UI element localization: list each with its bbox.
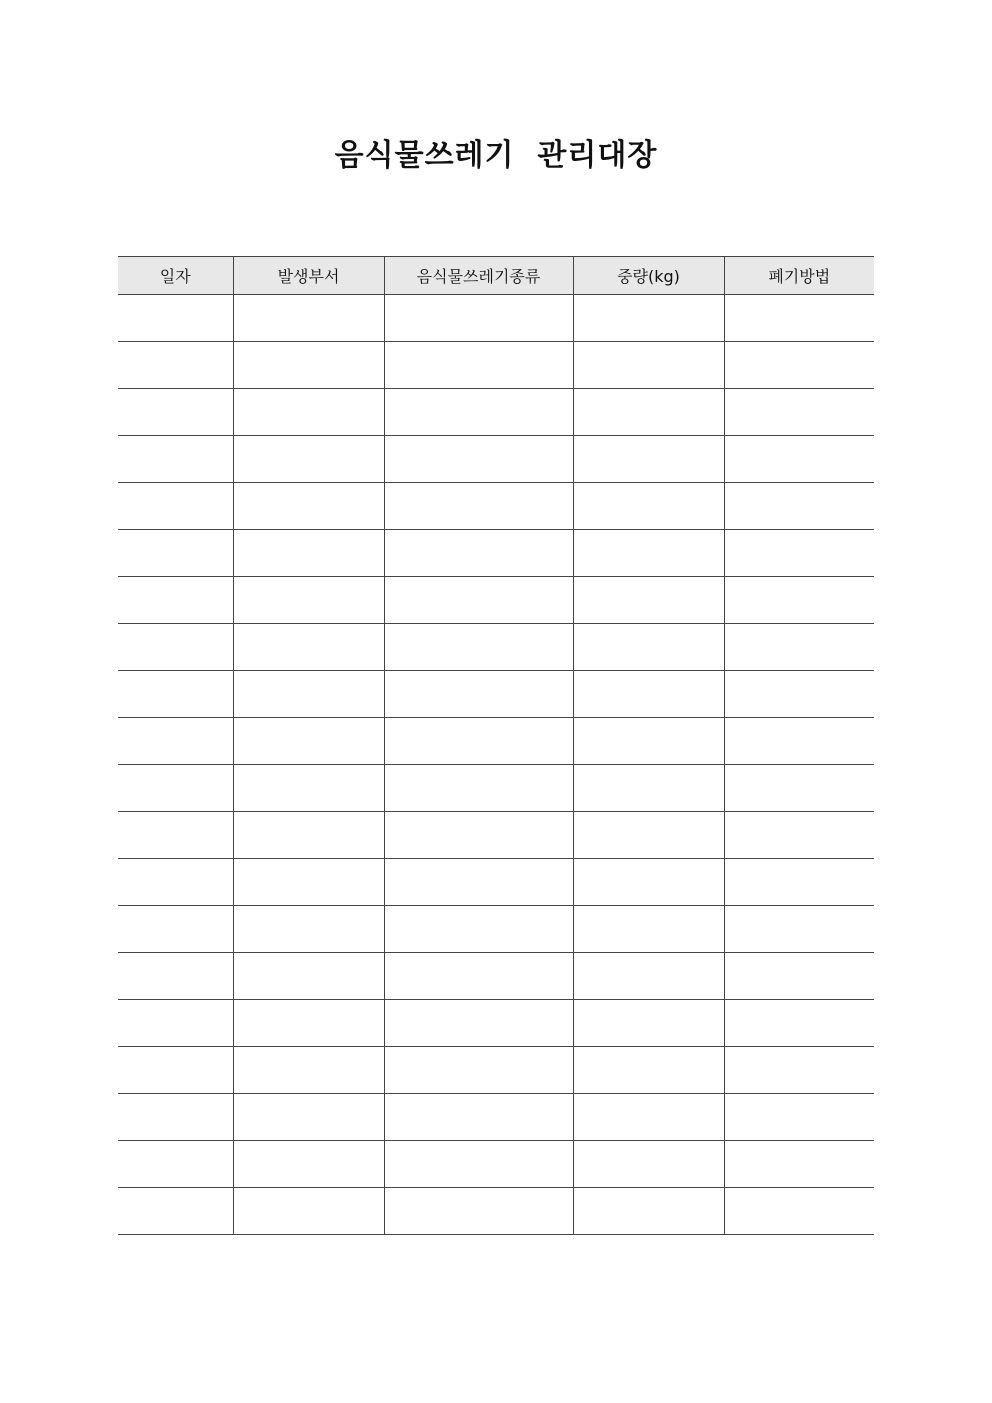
cell-disposal-method[interactable] — [724, 718, 874, 765]
cell-waste-type[interactable] — [384, 577, 573, 624]
table-row — [118, 1047, 874, 1094]
cell-waste-type[interactable] — [384, 1047, 573, 1094]
cell-department[interactable] — [233, 1094, 384, 1141]
cell-waste-type[interactable] — [384, 1141, 573, 1188]
cell-waste-type[interactable] — [384, 1094, 573, 1141]
cell-date[interactable] — [118, 342, 233, 389]
cell-department[interactable] — [233, 953, 384, 1000]
cell-disposal-method[interactable] — [724, 389, 874, 436]
column-header-date: 일자 — [118, 257, 233, 295]
cell-department[interactable] — [233, 671, 384, 718]
cell-waste-type[interactable] — [384, 342, 573, 389]
cell-department[interactable] — [233, 1141, 384, 1188]
cell-department[interactable] — [233, 1188, 384, 1235]
cell-disposal-method[interactable] — [724, 436, 874, 483]
cell-disposal-method[interactable] — [724, 530, 874, 577]
cell-disposal-method[interactable] — [724, 342, 874, 389]
cell-disposal-method[interactable] — [724, 1000, 874, 1047]
cell-department[interactable] — [233, 483, 384, 530]
cell-department[interactable] — [233, 530, 384, 577]
cell-date[interactable] — [118, 718, 233, 765]
cell-waste-type[interactable] — [384, 530, 573, 577]
table-row — [118, 436, 874, 483]
cell-department[interactable] — [233, 436, 384, 483]
cell-date[interactable] — [118, 577, 233, 624]
food-waste-ledger-table — [118, 256, 874, 1235]
cell-weight[interactable] — [573, 765, 724, 812]
cell-waste-type[interactable] — [384, 1000, 573, 1047]
table-row — [118, 1094, 874, 1141]
table-row — [118, 1000, 874, 1047]
cell-waste-type[interactable] — [384, 953, 573, 1000]
cell-weight[interactable] — [573, 812, 724, 859]
cell-date[interactable] — [118, 1188, 233, 1235]
cell-disposal-method[interactable] — [724, 953, 874, 1000]
table-row — [118, 483, 874, 530]
table-row — [118, 530, 874, 577]
cell-waste-type[interactable] — [384, 436, 573, 483]
cell-department[interactable] — [233, 1000, 384, 1047]
cell-waste-type[interactable] — [384, 765, 573, 812]
cell-date[interactable] — [118, 812, 233, 859]
cell-department[interactable] — [233, 342, 384, 389]
cell-date[interactable] — [118, 765, 233, 812]
cell-waste-type[interactable] — [384, 483, 573, 530]
cell-date[interactable] — [118, 1047, 233, 1094]
cell-weight[interactable] — [573, 906, 724, 953]
cell-weight[interactable] — [573, 342, 724, 389]
cell-weight[interactable] — [573, 1094, 724, 1141]
cell-disposal-method[interactable] — [724, 624, 874, 671]
cell-date[interactable] — [118, 624, 233, 671]
cell-date[interactable] — [118, 1000, 233, 1047]
table-row — [118, 906, 874, 953]
table-row — [118, 671, 874, 718]
cell-waste-type[interactable] — [384, 389, 573, 436]
cell-disposal-method[interactable] — [724, 1094, 874, 1141]
cell-disposal-method[interactable] — [724, 859, 874, 906]
cell-weight[interactable] — [573, 389, 724, 436]
cell-waste-type[interactable] — [384, 295, 573, 342]
cell-waste-type[interactable] — [384, 1188, 573, 1235]
cell-waste-type[interactable] — [384, 718, 573, 765]
column-header-weight: 중량(kg) — [573, 257, 724, 295]
table-row — [118, 389, 874, 436]
cell-weight[interactable] — [573, 718, 724, 765]
cell-department[interactable] — [233, 295, 384, 342]
cell-weight[interactable] — [573, 295, 724, 342]
cell-waste-type[interactable] — [384, 671, 573, 718]
table-header-row — [118, 257, 874, 295]
cell-weight[interactable] — [573, 624, 724, 671]
cell-department[interactable] — [233, 859, 384, 906]
cell-weight[interactable] — [573, 671, 724, 718]
cell-date[interactable] — [118, 389, 233, 436]
cell-disposal-method[interactable] — [724, 812, 874, 859]
cell-date[interactable] — [118, 483, 233, 530]
cell-date[interactable] — [118, 859, 233, 906]
page-title: 음식물쓰레기 관리대장 — [334, 138, 658, 173]
table-row — [118, 812, 874, 859]
table-row — [118, 1141, 874, 1188]
cell-disposal-method[interactable] — [724, 577, 874, 624]
cell-department[interactable] — [233, 812, 384, 859]
column-header-disposal-method: 폐기방법 — [724, 257, 874, 295]
cell-department[interactable] — [233, 389, 384, 436]
cell-department[interactable] — [233, 906, 384, 953]
cell-date[interactable] — [118, 295, 233, 342]
cell-department[interactable] — [233, 624, 384, 671]
cell-waste-type[interactable] — [384, 812, 573, 859]
table-row — [118, 859, 874, 906]
cell-weight[interactable] — [573, 483, 724, 530]
cell-waste-type[interactable] — [384, 624, 573, 671]
cell-weight[interactable] — [573, 1000, 724, 1047]
table-row — [118, 295, 874, 342]
column-header-waste-type: 음식물쓰레기종류 — [384, 257, 573, 295]
table-row — [118, 953, 874, 1000]
cell-waste-type[interactable] — [384, 859, 573, 906]
cell-date[interactable] — [118, 953, 233, 1000]
cell-date[interactable] — [118, 1094, 233, 1141]
table-body — [118, 295, 874, 1235]
cell-disposal-method[interactable] — [724, 1188, 874, 1235]
cell-department[interactable] — [233, 577, 384, 624]
cell-department[interactable] — [233, 1047, 384, 1094]
cell-disposal-method[interactable] — [724, 1141, 874, 1188]
cell-disposal-method[interactable] — [724, 765, 874, 812]
cell-weight[interactable] — [573, 530, 724, 577]
cell-date[interactable] — [118, 1141, 233, 1188]
cell-disposal-method[interactable] — [724, 483, 874, 530]
cell-date[interactable] — [118, 530, 233, 577]
cell-department[interactable] — [233, 718, 384, 765]
column-header-department: 발생부서 — [233, 257, 384, 295]
cell-date[interactable] — [118, 906, 233, 953]
cell-weight[interactable] — [573, 953, 724, 1000]
cell-weight[interactable] — [573, 436, 724, 483]
cell-weight[interactable] — [573, 577, 724, 624]
cell-date[interactable] — [118, 671, 233, 718]
cell-weight[interactable] — [573, 1047, 724, 1094]
cell-weight[interactable] — [573, 1188, 724, 1235]
table-row — [118, 1188, 874, 1235]
cell-disposal-method[interactable] — [724, 1047, 874, 1094]
cell-disposal-method[interactable] — [724, 671, 874, 718]
table-row — [118, 765, 874, 812]
cell-disposal-method[interactable] — [724, 295, 874, 342]
cell-disposal-method[interactable] — [724, 906, 874, 953]
cell-waste-type[interactable] — [384, 906, 573, 953]
cell-department[interactable] — [233, 765, 384, 812]
cell-weight[interactable] — [573, 1141, 724, 1188]
cell-date[interactable] — [118, 436, 233, 483]
table-row — [118, 624, 874, 671]
cell-weight[interactable] — [573, 859, 724, 906]
table-row — [118, 718, 874, 765]
table-row — [118, 577, 874, 624]
table-row — [118, 342, 874, 389]
